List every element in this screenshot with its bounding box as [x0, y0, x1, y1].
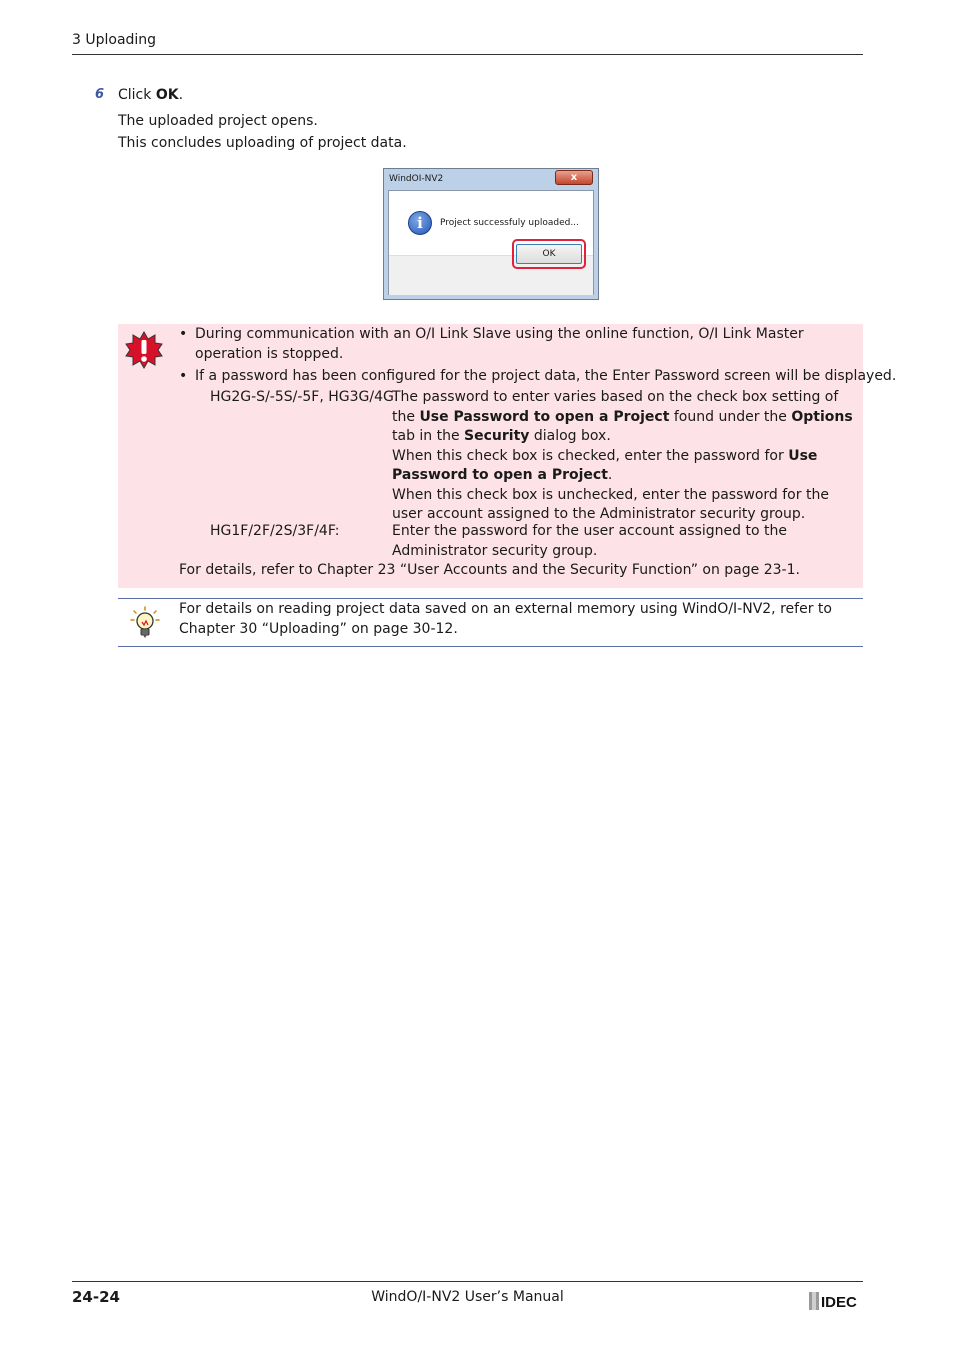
model-label-1: HG2G-S/-5S/-5F, HG3G/4G: — [210, 389, 399, 405]
warning-box — [118, 324, 897, 588]
step-result-2: This concludes uploading of project data. — [118, 135, 407, 151]
ok-button-reference: OK — [155, 87, 179, 103]
lightbulb-icon — [130, 606, 160, 640]
model-label-2: HG1F/2F/2S/3F/4F: — [210, 523, 340, 539]
ok-button[interactable]: OK — [516, 244, 582, 264]
bullet-1: • — [179, 326, 188, 342]
page-number: 24-24 — [72, 1288, 120, 1306]
dialog-message: Project successfuly uploaded... — [440, 218, 579, 228]
dialog-close-button[interactable]: x — [555, 170, 593, 185]
tip-box — [118, 598, 863, 647]
page-header — [72, 31, 863, 55]
upload-complete-dialog — [383, 168, 599, 300]
dialog-title: WindOI-NV2 — [389, 174, 444, 184]
logo-text: IDEC — [821, 1294, 857, 1310]
page-footer — [72, 1281, 863, 1321]
step-result-1: The uploaded project opens. — [118, 113, 318, 129]
manual-title: WindO/I-NV2 User’s Manual — [371, 1289, 564, 1305]
warning-item-2: If a password has been configured for the project data, the Enter Password screen will be displayed. — [195, 368, 897, 384]
model-desc-2: Enter the password for the user account assigned to the Administrator security group. — [392, 523, 787, 559]
info-icon: i — [408, 211, 432, 235]
model-desc-1: The password to enter varies based on the check box setting of the Use Password to open a Project found under the Options tab in the Security dialog box. When this check box is checked, enter the password for Use Password to open a Project. When this check box is unchecked, enter the password for the user account assigned to the Administrator security group. — [392, 389, 853, 522]
section-title: 3 Uploading — [72, 32, 157, 48]
warning-icon — [125, 331, 163, 369]
warning-details: For details, refer to Chapter 23 “User Accounts and the Security Function” on page 23-1. — [179, 562, 800, 578]
step-instruction: Click OK. — [118, 87, 184, 103]
warning-item-1: During communication with an O/I Link Slave using the online function, O/I Link Master operation is stopped. — [195, 326, 804, 362]
step-number: 6 — [95, 87, 105, 102]
tip-text: For details on reading project data saved on an external memory using WindO/I-NV2, refer to Chapter 30 “Uploading” on page 30-12. — [179, 601, 832, 637]
idec-logo — [809, 1292, 863, 1310]
bullet-2: • — [179, 368, 188, 384]
idec-logo-mark — [809, 1292, 863, 1310]
